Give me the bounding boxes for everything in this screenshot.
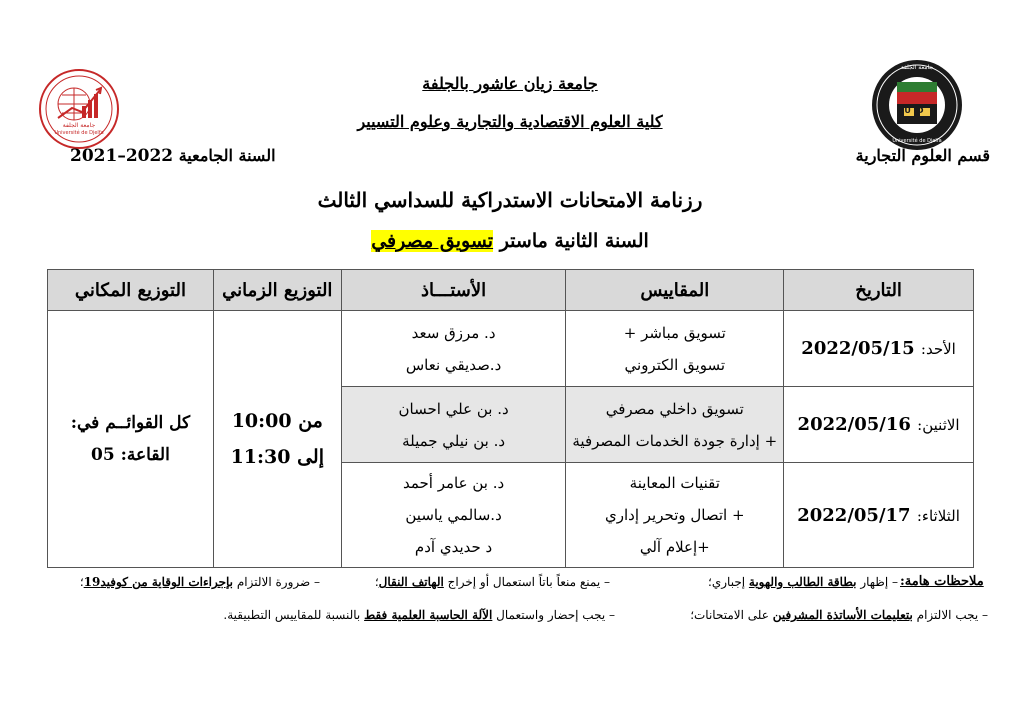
university-logo-right [870, 58, 964, 152]
notes-label: ملاحظات هامة: [900, 574, 984, 589]
professor-item: د. مرزق سعد [411, 323, 496, 342]
header-modules: المقاييس [566, 270, 784, 311]
note-emphasis: الآلة الحاسبة العلمية فقط [364, 608, 493, 622]
logo-left-text: جامعة الجلفة [62, 122, 96, 129]
logo-right-letters: UD [904, 106, 930, 115]
module-item: + إدارة جودة الخدمات المصرفية [572, 431, 778, 450]
academic-year-label: السنة الجامعية [178, 146, 276, 165]
day-label: الثلاثاء: [916, 506, 960, 525]
date-cell [784, 311, 974, 387]
note-text: – إظهار [856, 575, 898, 589]
professors-cell [341, 311, 566, 387]
time-from: من 10:00 [231, 410, 323, 432]
note-text: إجباري؛ [708, 575, 749, 589]
note-emphasis: بطاقة الطالب والهوية [748, 575, 857, 589]
professor-item: د. بن علي احسان [398, 399, 509, 418]
note-item [330, 575, 610, 589]
date-value: 2022/05/16 [797, 414, 911, 435]
university-name: جامعة زيان عاشور بالجلفة [422, 74, 598, 93]
note-text: – يمنع منعاً باتاً استعمال أو إخراج [443, 575, 610, 589]
logo-right-text: جامعة الجلفة [900, 64, 934, 71]
note-text: – ضرورة الالتزام [233, 575, 320, 589]
note-text: ؛ [79, 575, 84, 589]
date-cell [784, 463, 974, 568]
modules-cell [566, 311, 784, 387]
page-subtitle [300, 230, 720, 252]
date-value: 2022/05/17 [797, 504, 911, 526]
page-title: رزنامة الامتحانات الاستدراكية للسداسي الثالث [317, 188, 703, 212]
note-text: ؛ [374, 575, 379, 589]
date-value: 2022/05/15 [801, 338, 915, 359]
professor-item: د. بن نيلي جميلة [402, 431, 506, 450]
subtitle-specialty: تسويق مصرفي [371, 230, 494, 252]
note-text: على الامتحانات؛ [690, 608, 773, 622]
professors-cell [341, 463, 566, 568]
note-emphasis: بتعليمات الأساتذة المشرفين [772, 608, 913, 622]
modules-cell [566, 387, 784, 463]
subtitle-prefix: السنة الثانية ماستر [499, 230, 649, 252]
header-place: التوزيع المكاني [48, 270, 214, 311]
note-item [608, 575, 898, 589]
day-label: الأحد: [920, 340, 956, 358]
note-item [50, 575, 320, 589]
note-emphasis: بإجراءات الوقاية من كوفيد19 [83, 575, 234, 589]
header-professor: الأستـــاذ [341, 270, 566, 311]
professor-item: د.صديقي نعاس [405, 355, 502, 374]
module-item: تقنيات المعاينة [629, 474, 720, 492]
professor-item: د حديدي آدم [414, 538, 493, 556]
header-date: التاريخ [784, 270, 974, 311]
logo-left-subtext: Université de Djelfa [54, 130, 104, 136]
module-item: +إعلام آلي [639, 538, 710, 556]
university-logo-left [38, 68, 120, 150]
professor-item: د. بن عامر أحمد [402, 474, 505, 492]
modules-cell [566, 463, 784, 568]
note-text: بالنسبة للمقاييس التطبيقية. [223, 608, 365, 622]
table-row [48, 311, 974, 387]
department-name: قسم العلوم التجارية [855, 146, 990, 165]
note-emphasis: الهاتف النقال [378, 575, 444, 589]
place-line-2: القاعة: 05 [91, 445, 170, 465]
academic-year-value: 2021–2022 [70, 146, 174, 166]
module-item: تسويق مباشر + [623, 323, 726, 342]
time-cell [213, 311, 341, 568]
professors-cell [341, 387, 566, 463]
note-text: – يجب الالتزام [912, 608, 988, 622]
note-text: – يجب إحضار واستعمال [492, 608, 615, 622]
professor-item: د.سالمي ياسين [405, 506, 502, 524]
academic-year [70, 146, 330, 166]
note-item [200, 608, 615, 622]
time-to: إلى 11:30 [230, 446, 324, 468]
logo-right-subtext: Université de Djelfa [892, 138, 942, 144]
table-header-row [48, 270, 974, 311]
header-time: التوزيع الزماني [213, 270, 341, 311]
date-cell [784, 387, 974, 463]
place-line-1: كل القوائــم في: [70, 413, 191, 433]
module-item: تسويق الكتروني [624, 355, 726, 374]
note-item [610, 608, 988, 622]
day-label: الاثنين: [917, 416, 960, 434]
exam-schedule-table [47, 269, 974, 568]
module-item: + اتصال وتحرير إداري [605, 506, 745, 524]
faculty-name: كلية العلوم الاقتصادية والتجارية وعلوم التسيير [357, 112, 663, 131]
module-item: تسويق داخلي مصرفي [605, 399, 744, 418]
place-cell [48, 311, 214, 568]
